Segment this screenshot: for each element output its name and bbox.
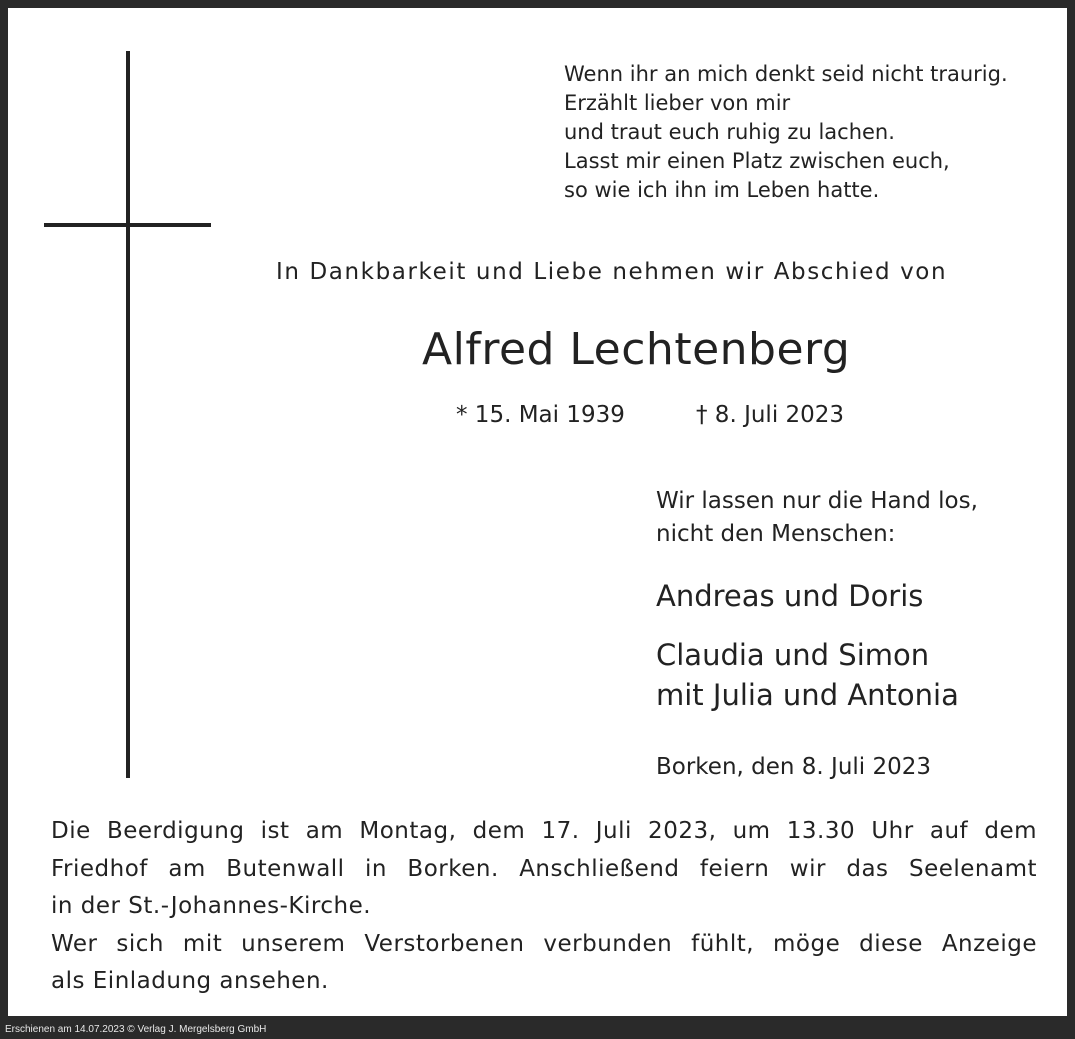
publication-footer: Erschienen am 14.07.2023 © Verlag J. Mergelsberg GmbH (5, 1024, 267, 1035)
family-group-2 (656, 635, 959, 715)
funeral-line: als Einladung ansehen. (51, 968, 329, 994)
cross-vertical-bar (126, 51, 130, 778)
funeral-line: Wer sich mit unserem Verstorbenen verbunden fühlt, möge diese Anzeige (51, 930, 1037, 957)
poem-line: so wie ich ihn im Leben hatte. (564, 178, 880, 202)
poem (564, 60, 1008, 205)
quote-line: Wir lassen nur die Hand los, (656, 488, 978, 514)
birth-date: * 15. Mai 1939 (456, 402, 625, 428)
poem-line: und traut euch ruhig zu lachen. (564, 120, 895, 144)
place-date: Borken, den 8. Juli 2023 (656, 754, 932, 780)
obituary-notice (8, 8, 1067, 1016)
quote-line: nicht den Menschen: (656, 521, 896, 547)
family-line: mit Julia und Antonia (656, 678, 959, 712)
family-group-1 (656, 576, 923, 616)
farewell-line: In Dankbarkeit und Liebe nehmen wir Abschied von (276, 259, 948, 285)
family-line: Andreas und Doris (656, 579, 924, 613)
poem-line: Lasst mir einen Platz zwischen euch, (564, 149, 950, 173)
poem-line: Wenn ihr an mich denkt seid nicht traurig. (564, 62, 1008, 86)
death-date: † 8. Juli 2023 (696, 402, 845, 428)
funeral-info (51, 813, 1037, 1001)
poem-line: Erzählt lieber von mir (564, 91, 791, 115)
funeral-line: Die Beerdigung ist am Montag, dem 17. Juli 2023, um 13.30 Uhr auf dem (51, 818, 1037, 844)
funeral-line: in der St.-Johannes-Kirche. (51, 893, 372, 919)
cross-horizontal-bar (44, 223, 211, 227)
deceased-name: Alfred Lechtenberg (422, 324, 851, 375)
funeral-line: Friedhof am Butenwall in Borken. Anschließend feiern wir das Seelenamt (51, 855, 1037, 882)
family-line: Claudia und Simon (656, 638, 930, 672)
quote (656, 485, 978, 551)
